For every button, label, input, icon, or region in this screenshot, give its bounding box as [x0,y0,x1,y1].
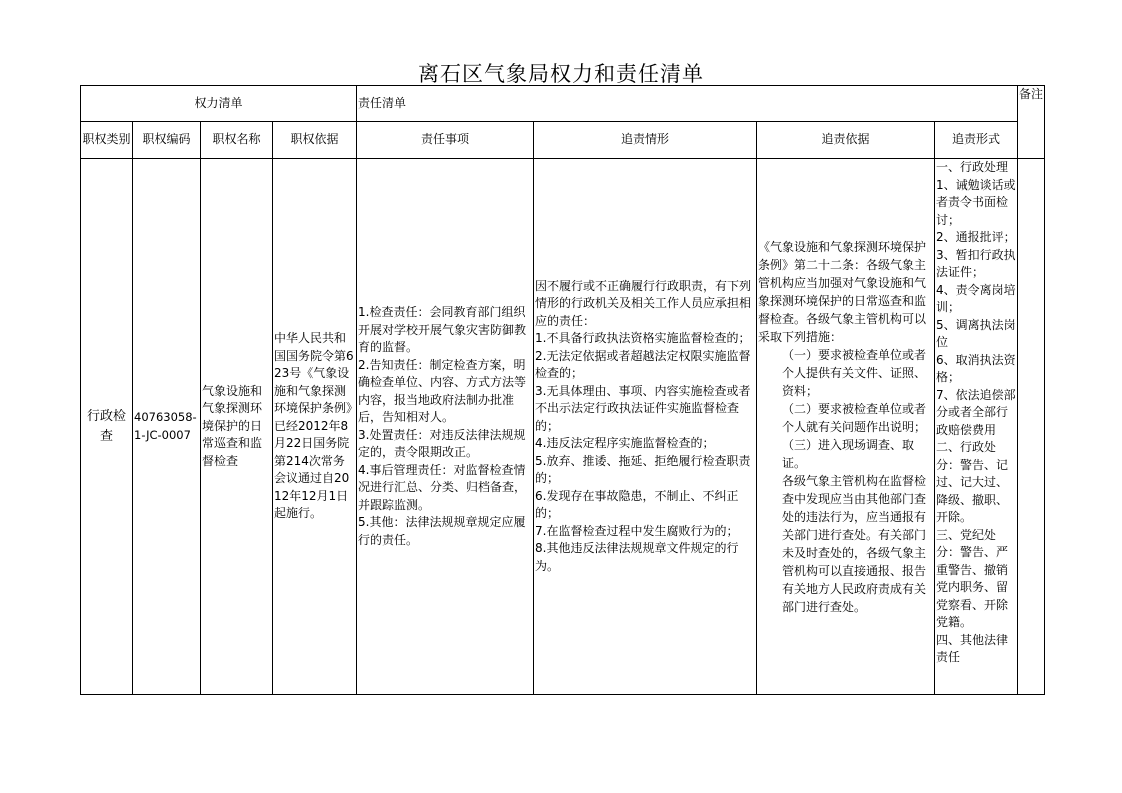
form-item: 4、责令离岗培训； [936,282,1016,314]
form-item: 7、依法追偿部分或者全部行政赔偿费用 [936,387,1016,437]
duty-items-cell [357,159,534,695]
category-cell: 行政检查 [81,159,133,695]
situations-header: 追责情形 [534,122,757,159]
form-item: 1、诫勉谈话或者责令书面检讨； [936,177,1016,227]
duty-items-header: 责任事项 [357,122,534,159]
table-header-row-1 [81,86,1045,122]
accountability-basis-text: 各级气象主管机构在监督检查中发现应当由其他部门查处的违法行为，应当通报有关部门进行查处。有关部门未及时查处的，各级气象主管机构可以直接通报、报告有关地方人民政府责成有关部门进行查处。 [782,473,927,614]
situation-item: 因不履行或不正确履行行政职责，有下列情形的行政机关及相关工作人员应承担相应的责任： [535,278,752,328]
forms-cell [935,159,1018,695]
form-item: 四、其他法律责任 [936,632,1009,664]
situation-item: 7.在监督检查过程中发生腐败行为的； [535,523,739,538]
situation-item: 3.无具体理由、事项、内容实施检查或者不出示法定行政执法证件实施监督检查的； [535,383,751,433]
duty-item: 4.事后管理责任：对监督检查情况进行汇总、分类、归档备查，并跟踪监测。 [358,462,527,512]
category-header: 职权类别 [81,122,133,159]
name-header: 职权名称 [201,122,273,159]
duty-item: 1.检查责任：会同教育部门组织开展对学校开展气象灾害防御教育的监督。 [358,305,527,354]
table-header-row-2 [81,122,1045,159]
accountability-basis-text: （一）要求被检查单位或者个人提供有关文件、证照、资料； [782,347,927,398]
basis-cell: 中华人民共和国国务院令第623号《气象设施和气象探测环境保护条例》已经2012年8月22日国务院第214次常务会议通过自2012年12月1日起施行。 [273,159,357,695]
remark-cell [1018,159,1045,695]
situation-item: 6.发现存在事故隐患，不制止、不纠正的； [535,488,739,521]
situations-cell [534,159,757,695]
form-item: 2、通报批评； [936,230,1016,244]
form-item: 6、取消执法资格； [936,352,1016,384]
accountability-basis-text: （二）要求被检查单位或者个人就有关问题作出说明； [782,401,927,434]
name-cell: 气象设施和气象探测环境保护的日常巡查和监督检查 [201,159,273,695]
duty-item: 3.处置责任：对违反法律法规规定的，责令限期改正。 [358,427,526,459]
accountability-basis-text: （三）进入现场调查、取证。 [782,437,915,470]
situation-item: 4.违反法定程序实施监督检查的； [535,436,715,451]
form-item: 3、暂扣行政执法证件； [936,247,1016,279]
accountability-basis-header: 追责依据 [757,122,935,159]
code-cell: 40763058-1-JC-0007 [133,159,201,695]
basis-header: 职权依据 [273,122,357,159]
form-item: 5、调离执法岗位 [936,317,1016,349]
situation-item: 5.放弃、推诿、拖延、拒绝履行检查职责的； [535,453,751,486]
duty-item: 2.告知责任：制定检查方案，明确检查单位、内容、方式方法等内容，报当地政府法制办批准后，告知相对人。 [358,357,527,424]
table-row [81,159,1045,695]
forms-header: 追责形式 [935,122,1018,159]
duty-item: 5.其他：法律法规规章规定应履行的责任。 [358,515,526,547]
form-item: 二、行政处分：警告、记过、记大过、降级、撤职、开除。 [936,440,1009,524]
situation-item: 8.其他违反法律法规规章文件规定的行为。 [535,541,739,573]
situation-item: 1.不具备行政执法资格实施监督检查的； [535,331,751,346]
remark-header: 备注 [1018,86,1045,159]
situation-item: 2.无法定依据或者超越法定权限实施监督检查的； [535,348,751,381]
power-responsibility-table [80,85,1045,695]
responsibility-list-header: 责任清单 [357,86,1018,122]
accountability-basis-cell [757,159,935,695]
accountability-basis-text: 《气象设施和气象探测环境保护条例》第二十二条：各级气象主管机构应当加强对气象设施和气象探测环境保护的日常巡查和监督检查。各级气象主管机构可以采取下列措施： [758,239,927,344]
form-item: 一、行政处理 [936,160,1009,174]
power-list-header: 权力清单 [81,86,357,122]
form-item: 三、党纪处分：警告、严重警告、撤销党内职务、留党察看、开除党籍。 [936,527,1009,629]
code-header: 职权编码 [133,122,201,159]
page-title: 离石区气象局权力和责任清单 [418,62,704,86]
